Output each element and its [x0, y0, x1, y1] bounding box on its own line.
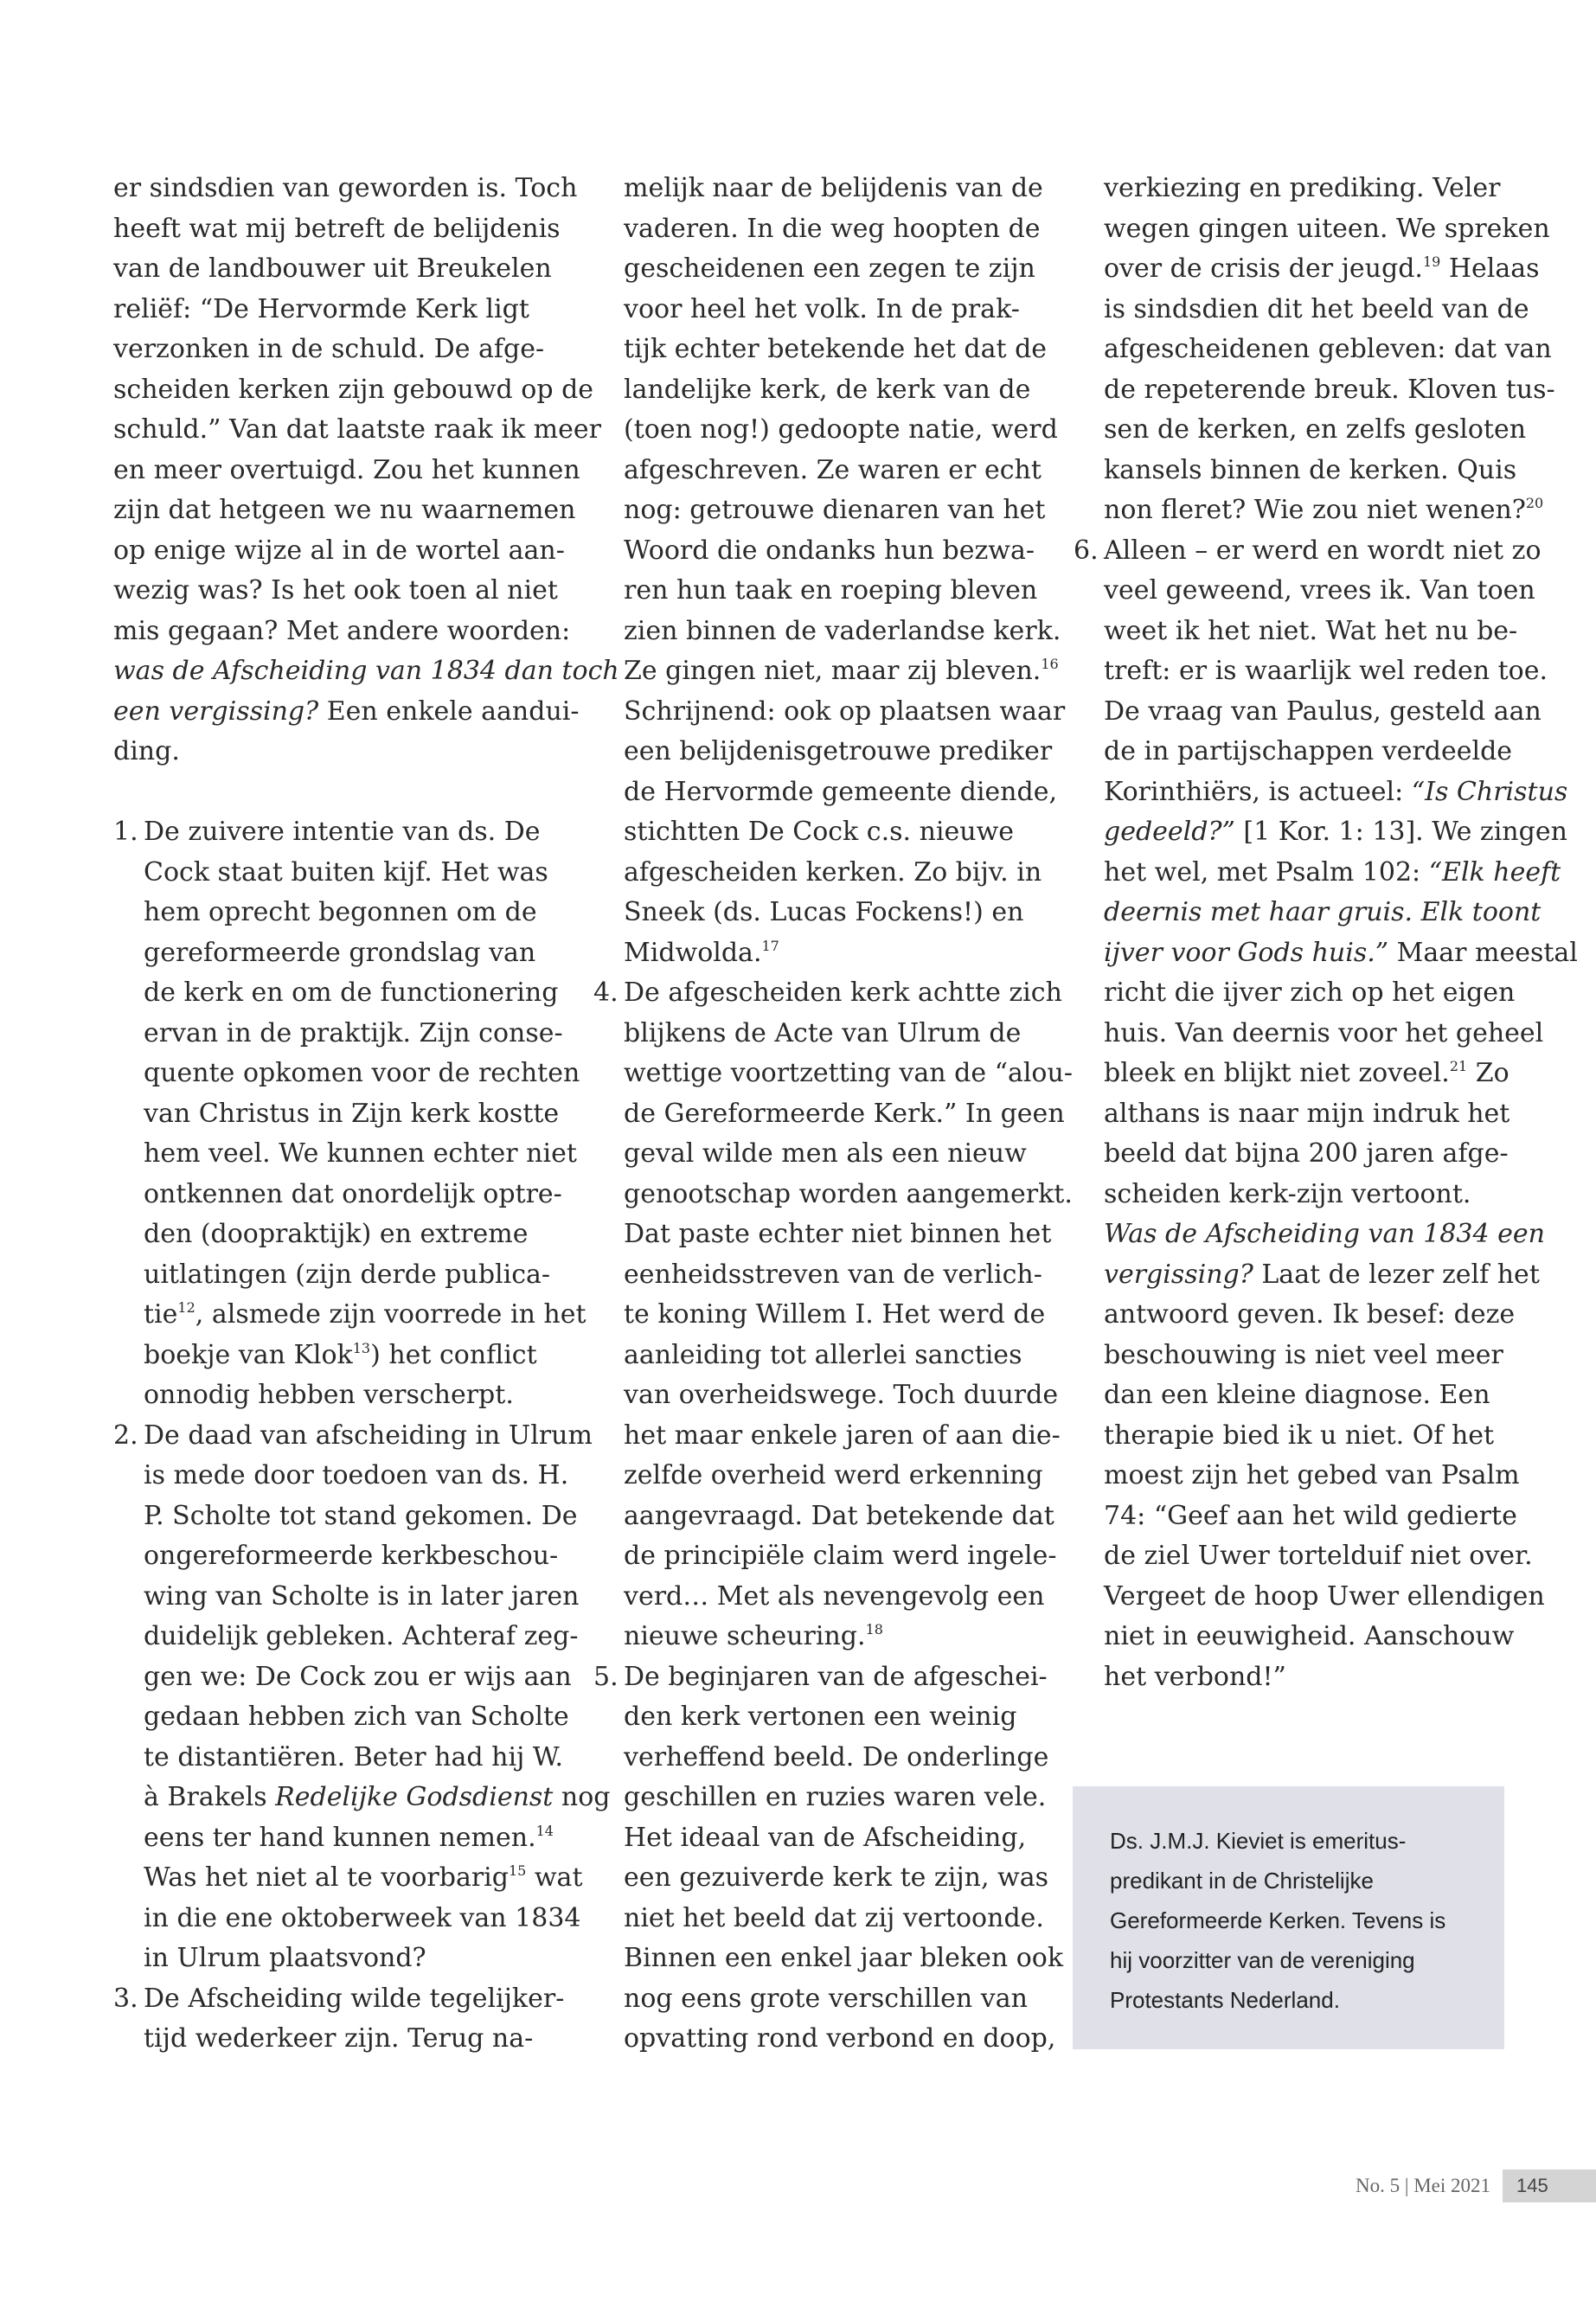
text-line: op enige wijze al in de wortel aan-	[113, 535, 565, 566]
text-line: tie$^{12}$, alsmede zijn voorrede in het	[144, 1299, 586, 1330]
numbered-point	[113, 1416, 611, 1979]
list-number: 2.	[113, 1420, 138, 1451]
text-line: de Hervormde gemeente diende,	[624, 776, 1057, 807]
page-number: 145	[1503, 2170, 1596, 2202]
text-line: Schrijnend: ook op plaatsen waar	[624, 695, 1066, 727]
text-line: in Ulrum plaatsvond?	[144, 1943, 426, 1973]
text-line: scheiden kerken zijn gebouwd op de	[113, 374, 594, 405]
text-line: tijd wederkeer zijn. Terug na-	[144, 2023, 534, 2054]
author-bio-box	[1073, 1786, 1504, 2049]
text-line: afgeschreven. Ze waren er echt	[624, 454, 1042, 485]
bio-line: Ds. J.M.J. Kieviet is emeritus-	[1110, 1828, 1407, 1854]
text-line: Ze gingen niet, maar zij bleven.$^{16}$	[624, 656, 1059, 686]
text-line: Woord die ondanks hun bezwa-	[624, 535, 1035, 566]
text-line: een belijdenisgetrouwe prediker	[624, 736, 1053, 766]
text-line: Sneek (ds. Lucas Fockens!) en	[624, 897, 1024, 927]
text-line: geval wilde men als een nieuw	[624, 1138, 1027, 1169]
text-line: verzonken in de schuld. De afge-	[113, 334, 545, 364]
text-line: geschillen en ruzies waren vele.	[624, 1782, 1047, 1812]
text-line: Vergeet de hoop Uwer ellendigen	[1104, 1580, 1545, 1612]
text-line: weet ik het niet. Wat het nu be-	[1104, 615, 1518, 646]
text-line: De Afscheiding wilde tegelijker-	[144, 1983, 565, 2014]
text-line: het wel, met Psalm 102: “Elk heeft	[1104, 856, 1561, 888]
text-line: was de Afscheiding van 1834 dan toch	[113, 656, 619, 686]
text-line: gedaan hebben zich van Scholte	[144, 1702, 569, 1732]
text-line: De beginjaren van de afgeschei-	[624, 1661, 1048, 1692]
text-line: Cock staat buiten kijf. Het was	[144, 856, 548, 888]
text-line: zelfde overheid werd erkenning	[624, 1460, 1043, 1490]
list-continuation	[1074, 169, 1555, 531]
list-number: 6.	[1074, 535, 1099, 566]
text-line: blijkens de Acte van Ulrum de	[624, 1017, 1022, 1048]
text-line: onnodig hebben verscherpt.	[144, 1380, 514, 1410]
text-line: het verbond!”	[1104, 1661, 1286, 1692]
text-line: moest zijn het gebed van Psalm	[1104, 1460, 1520, 1490]
text-line: is sindsdien dit het beeld van de	[1104, 293, 1529, 324]
text-line: ding.	[113, 736, 180, 766]
text-line: uitlatingen (zijn derde publica-	[144, 1259, 551, 1290]
text-line: 74: “Geef aan het wild gedierte	[1104, 1500, 1517, 1531]
text-line: verheffend beeld. De onderlinge	[624, 1741, 1049, 1772]
text-line: er sindsdien van geworden is. Toch	[113, 173, 578, 203]
article-column-3	[1074, 169, 1578, 1697]
text-line: Binnen een enkel jaar bleken ook	[624, 1943, 1063, 1973]
list-continuation	[593, 169, 1066, 973]
text-line: den (doopraktijk) en extreme	[144, 1219, 529, 1249]
text-line: van overheidswege. Toch duurde	[624, 1380, 1059, 1410]
numbered-point	[1074, 531, 1578, 1698]
issue-label: No. 5 | Mei 2021	[1355, 2175, 1490, 2196]
numbered-point	[113, 812, 586, 1416]
text-line: vergissing? Laat de lezer zelf het	[1104, 1259, 1540, 1290]
page-footer	[1356, 2170, 1596, 2202]
text-line: is mede door toedoen van ds. H.	[144, 1460, 569, 1490]
list-number: 5.	[593, 1661, 619, 1692]
text-line: en meer overtuigd. Zou het kunnen	[113, 454, 580, 485]
paragraph	[113, 651, 619, 732]
numbered-point	[593, 973, 1073, 1657]
text-line: bleek en blijkt niet zoveel.$^{21}$ Zo	[1104, 1058, 1509, 1088]
text-line: gedeeld?” [1 Kor. 1: 13]. We zingen	[1104, 817, 1567, 847]
text-line: in die ene oktoberweek van 1834	[144, 1902, 581, 1933]
text-line: de ziel Uwer tortelduif niet over.	[1104, 1541, 1533, 1571]
text-line: quente opkomen voor de rechten	[144, 1058, 580, 1088]
text-line: Alleen – er werd en wordt niet zo	[1104, 535, 1542, 566]
text-line: De daad van afscheiding in Ulrum	[144, 1420, 593, 1451]
text-line: treft: er is waarlijk wel reden toe.	[1104, 656, 1548, 686]
text-line: verd… Met als nevengevolg een	[624, 1580, 1045, 1612]
text-line: over de crisis der jeugd.$^{19}$ Helaas	[1104, 253, 1540, 284]
text-line: duidelijk gebleken. Achteraf zeg-	[144, 1621, 579, 1651]
text-line: Korinthiërs, is actueel: “Is Christus	[1104, 776, 1568, 807]
text-line: De afgescheiden kerk achtte zich	[624, 977, 1062, 1008]
text-line: (toen nog!) gedoopte natie, werd	[624, 414, 1058, 445]
text-line: beschouwing is niet veel meer	[1104, 1339, 1503, 1370]
text-line: althans is naar mijn indruk het	[1104, 1098, 1510, 1129]
text-line: Was de Afscheiding van 1834 een	[1104, 1219, 1545, 1249]
text-line: P. Scholte tot stand gekomen. De	[144, 1500, 578, 1531]
text-line: afgescheiden kerken. Zo bijv. in	[624, 856, 1042, 888]
text-line: ijver voor Gods huis.” Maar meestal	[1104, 937, 1578, 968]
text-line: stichtten De Cock c.s. nieuwe	[624, 817, 1014, 847]
author-bio-text	[1110, 1821, 1445, 2020]
text-line: antwoord geven. Ik besef: deze	[1104, 1299, 1516, 1330]
text-line: vaderen. In die weg hoopten de	[624, 213, 1041, 244]
text-line: gen we: De Cock zou er wijs aan	[144, 1661, 572, 1692]
text-line: à Brakels Redelijke Godsdienst nog	[144, 1782, 611, 1812]
text-line: niet het beeld dat zij vertoonde.	[624, 1902, 1044, 1933]
text-line: de in partijschappen verdeelde	[1104, 736, 1513, 766]
text-line: van Christus in Zijn kerk kostte	[144, 1098, 560, 1129]
text-line: tijk echter betekende het dat de	[624, 334, 1048, 364]
text-line: verkiezing en prediking. Veler	[1104, 173, 1501, 203]
paragraph-gap	[113, 772, 554, 813]
text-line: zijn dat hetgeen we nu waarnemen	[113, 495, 576, 525]
text-line: dan een kleine diagnose. Een	[1104, 1380, 1490, 1410]
text-line: scheiden kerk-zijn vertoont.	[1104, 1178, 1471, 1209]
bio-line: Gereformeerde Kerken. Tevens is	[1110, 1907, 1446, 1933]
text-line: het maar enkele jaren of aan die-	[624, 1420, 1061, 1451]
text-line: gescheidenen een zegen te zijn	[624, 253, 1035, 284]
text-line: hem veel. We kunnen echter niet	[144, 1138, 577, 1169]
text-line: Het ideaal van de Afscheiding,	[624, 1822, 1027, 1853]
text-line: landelijke kerk, de kerk van de	[624, 374, 1031, 405]
text-line: ontkennen dat onordelijk optre-	[144, 1178, 562, 1209]
text-line: de principiële claim werd ingele-	[624, 1541, 1057, 1571]
text-line: wegen gingen uiteen. We spreken	[1104, 213, 1550, 244]
text-line: de repeterende breuk. Kloven tus-	[1104, 374, 1555, 405]
text-line: reliëf: “De Hervormde Kerk ligt	[113, 293, 529, 324]
text-line: te koning Willem I. Het werd de	[624, 1299, 1046, 1330]
text-line: afgescheidenen gebleven: dat van	[1104, 334, 1552, 364]
text-line: gereformeerde grondslag van	[144, 937, 536, 968]
text-line: aanleiding tot allerlei sancties	[624, 1339, 1022, 1370]
text-line: Midwolda.$^{17}$	[624, 937, 779, 968]
text-line: wing van Scholte is in later jaren	[144, 1580, 580, 1612]
text-line: kansels binnen de kerken. Quis	[1104, 454, 1517, 485]
text-line: den kerk vertonen een weinig	[624, 1702, 1017, 1732]
text-line: non fleret? Wie zou niet wenen?$^{20}$	[1104, 495, 1544, 525]
text-line: voor heel het volk. In de prak-	[624, 293, 1020, 324]
text-line: veel geweend, vrees ik. Van toen	[1104, 575, 1535, 606]
text-line: nog: getrouwe dienaren van het	[624, 495, 1046, 525]
bio-line: hij voorzitter van de vereniging	[1110, 1947, 1415, 1973]
text-line: ervan in de praktijk. Zijn conse-	[144, 1017, 563, 1048]
text-line: een gezuiverde kerk te zijn, was	[624, 1862, 1048, 1893]
text-line: van de landbouwer uit Breukelen	[113, 253, 552, 284]
text-line: mis gegaan? Met andere woorden:	[113, 615, 571, 646]
text-line: richt die ijver zich op het eigen	[1104, 977, 1516, 1008]
text-line: genootschap worden aangemerkt.	[624, 1178, 1073, 1209]
list-number: 4.	[593, 977, 619, 1008]
text-line: niet in eeuwigheid. Aanschouw	[1104, 1621, 1515, 1651]
paragraph	[113, 169, 601, 651]
numbered-point	[593, 1657, 1063, 2060]
text-line: eenheidsstreven van de verlich-	[624, 1259, 1042, 1290]
text-line: de kerk en om de functionering	[144, 977, 559, 1008]
text-line: melijk naar de belijdenis van de	[624, 173, 1043, 203]
text-line: schuld.” Van dat laatste raak ik meer	[113, 414, 601, 445]
text-line: wettige voortzetting van de “alou-	[624, 1058, 1073, 1088]
text-line: opvatting rond verbond en doop,	[624, 2023, 1056, 2054]
text-line: aangevraagd. Dat betekende dat	[624, 1500, 1054, 1531]
text-line: een vergissing? Een enkele aandui-	[113, 695, 580, 727]
article-column-1	[113, 169, 619, 2060]
text-line: De zuivere intentie van ds. De	[144, 817, 541, 847]
text-line: beeld dat bijna 200 jaren afge-	[1104, 1138, 1509, 1169]
bio-line: Protestants Nederland.	[1110, 1987, 1340, 2013]
text-line: wezig was? Is het ook toen al niet	[113, 575, 558, 606]
bio-line: predikant in de Christelijke	[1110, 1868, 1374, 1894]
text-line: eens ter hand kunnen nemen.$^{14}$	[144, 1822, 554, 1853]
list-number: 1.	[113, 817, 138, 847]
text-line: ongereformeerde kerkbeschou-	[144, 1541, 559, 1571]
text-line: deernis met haar gruis. Elk toont	[1104, 897, 1542, 927]
text-line: Was het niet al te voorbarig$^{15}$ wat	[144, 1862, 583, 1893]
text-line: hem oprecht begonnen om de	[144, 897, 537, 927]
text-line: te distantiëren. Beter had hij W.	[144, 1741, 564, 1772]
text-line: zien binnen de vaderlandse kerk.	[624, 615, 1061, 646]
text-line: therapie bied ik u niet. Of het	[1104, 1420, 1495, 1451]
text-line: de Gereformeerde Kerk.” In geen	[624, 1098, 1065, 1129]
article-column-2	[593, 169, 1073, 2060]
list-number: 3.	[113, 1983, 138, 2014]
text-line: huis. Van deernis voor het geheel	[1104, 1017, 1544, 1048]
text-line: ren hun taak en roeping bleven	[624, 575, 1038, 606]
text-line: sen de kerken, en zelfs gesloten	[1104, 414, 1527, 445]
text-line: boekje van Klok$^{13}$) het conflict	[144, 1339, 537, 1370]
text-line: nieuwe scheuring.$^{18}$	[624, 1621, 883, 1651]
paragraph	[113, 732, 554, 772]
text-line: De vraag van Paulus, gesteld aan	[1104, 695, 1542, 727]
text-line: heeft wat mij betreft de belijdenis	[113, 213, 561, 244]
numbered-point	[113, 1979, 565, 2060]
text-line: Dat paste echter niet binnen het	[624, 1219, 1052, 1249]
text-line: nog eens grote verschillen van	[624, 1983, 1028, 2014]
